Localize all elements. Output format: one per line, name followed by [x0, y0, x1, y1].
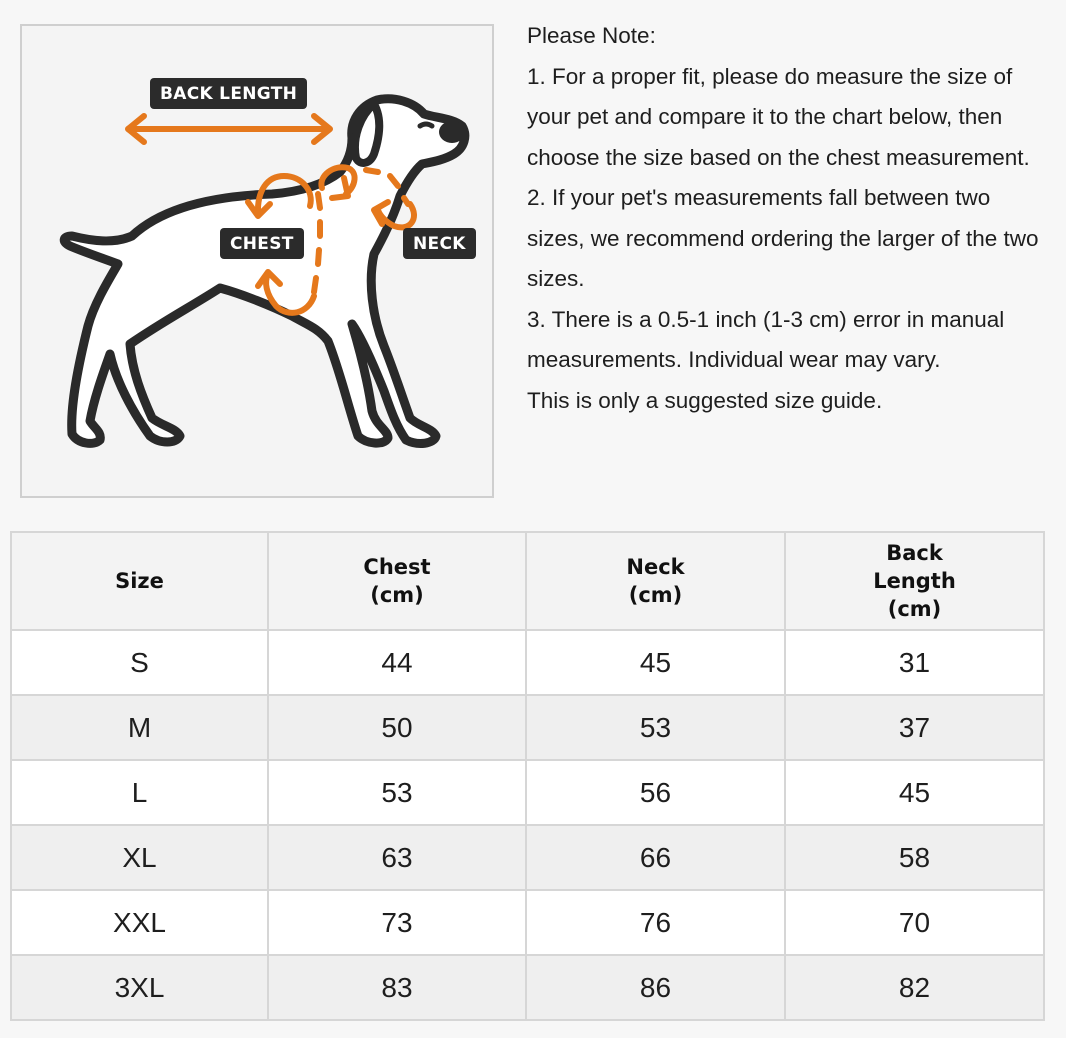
header-chest: Chest (cm) [268, 532, 526, 630]
table-row [11, 890, 1044, 955]
size-chart-table [10, 531, 1045, 1021]
note-item-2: 2. If your pet's measurements fall between two sizes, we recommend ordering the larger of the two sizes. [527, 185, 1039, 291]
table-row [11, 630, 1044, 695]
dog-nose [439, 121, 465, 143]
header-size: Size [11, 532, 268, 630]
cell-size: M [11, 695, 268, 760]
notes-heading: Please Note: [527, 23, 656, 48]
cell-chest: 44 [268, 630, 526, 695]
table-row [11, 955, 1044, 1020]
cell-back-length: 37 [785, 695, 1044, 760]
table-header-row [11, 532, 1044, 630]
table-row [11, 825, 1044, 890]
cell-chest: 83 [268, 955, 526, 1020]
neck-label: NECK [403, 228, 476, 259]
note-item-3: 3. There is a 0.5-1 inch (1-3 cm) error in manual measurements. Individual wear may vary. [527, 306, 1005, 372]
cell-neck: 56 [526, 760, 785, 825]
dog-outline [64, 99, 465, 444]
cell-neck: 45 [526, 630, 785, 695]
cell-chest: 50 [268, 695, 526, 760]
notes-footer: This is only a suggested size guide. [527, 387, 883, 413]
cell-size: L [11, 760, 268, 825]
cell-back-length: 82 [785, 955, 1044, 1020]
cell-chest: 63 [268, 825, 526, 890]
table-row [11, 760, 1044, 825]
cell-size: XXL [11, 890, 268, 955]
cell-size: XL [11, 825, 268, 890]
header-back-length: Back Length (cm) [785, 532, 1044, 630]
cell-back-length: 58 [785, 825, 1044, 890]
back-length-label: BACK LENGTH [150, 78, 307, 109]
cell-neck: 86 [526, 955, 785, 1020]
cell-back-length: 70 [785, 890, 1044, 955]
cell-neck: 66 [526, 825, 785, 890]
dog-eye [420, 124, 432, 126]
cell-chest: 73 [268, 890, 526, 955]
back-length-arrow-icon [128, 116, 330, 142]
table-row [11, 695, 1044, 760]
cell-neck: 76 [526, 890, 785, 955]
cell-back-length: 45 [785, 760, 1044, 825]
cell-size: 3XL [11, 955, 268, 1020]
header-neck: Neck (cm) [526, 532, 785, 630]
chest-label: CHEST [220, 228, 304, 259]
cell-neck: 53 [526, 695, 785, 760]
size-notes [527, 16, 1047, 421]
cell-chest: 53 [268, 760, 526, 825]
measurement-diagram [20, 24, 494, 498]
cell-size: S [11, 630, 268, 695]
note-item-1: 1. For a proper fit, please do measure the size of your pet and compare it to the chart below, then choose the size based on the chest measurement. [527, 63, 1030, 170]
cell-back-length: 31 [785, 630, 1044, 695]
